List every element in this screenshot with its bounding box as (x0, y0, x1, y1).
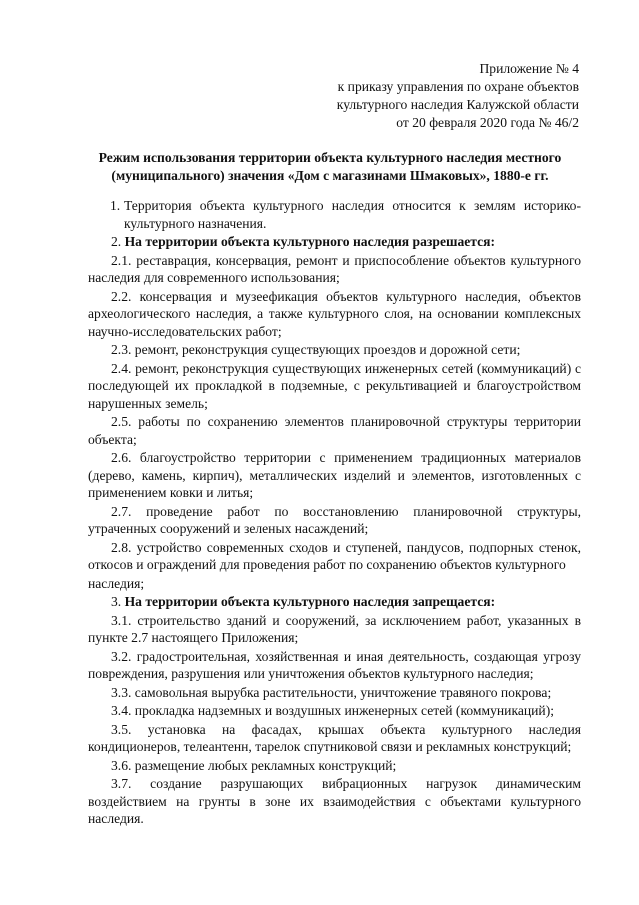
item-2-7: 2.7. проведение работ по восстановлению планировочной структуры, утраченных сооружений и зеленых насаждений; (88, 503, 581, 536)
document-body (88, 197, 581, 829)
item-2-4: 2.4. ремонт, реконструкция существующих инженерных сетей (коммуникаций) с последующей их прокладкой в подземные, с рекультивацией и благоустройством нарушенных земель; (88, 360, 581, 411)
approval-line-1: Приложение № 4 (479, 61, 579, 76)
section-2-number: 2. (111, 234, 122, 249)
document-title (70, 149, 590, 185)
item-2-5: 2.5. работы по сохранению элементов планировочной структуры территории объекта; (88, 414, 581, 447)
approval-line-4: от 20 февраля 2020 года № 46/2 (396, 115, 579, 130)
title-line-2: (муниципального) значения «Дом с магазинами Шмаковых», 1880-е гг. (111, 168, 549, 183)
item-2-3: 2.3. ремонт, реконструкция существующих проездов и дорожной сети; (111, 342, 521, 357)
item-3-7: 3.7. создание разрушающих вибрационных нагрузок динамическим воздействием на грунты в зоне их взаимодействия с объектами культурного наследия. (88, 776, 581, 826)
section-3-number: 3. (111, 594, 122, 609)
item-1-number: 1. (110, 198, 121, 213)
approval-line-2: к приказу управления по охране объектов (337, 79, 579, 94)
item-2-8-continued (88, 575, 581, 593)
item-3-4: 3.4. прокладка надземных и воздушных инженерных сетей (коммуникаций); (111, 703, 555, 718)
section-2-title: На территории объекта культурного наследия разрешается: (124, 234, 496, 249)
item-2-8 (88, 539, 581, 574)
item-2-8-text: 2.8. устройство современных сходов и ступеней, пандусов, подпорных стенок, откосов и ограждений для проведения работ по сохранению объектов культурного (88, 539, 581, 572)
section-3-title: На территории объекта культурного наследия запрещается: (124, 594, 496, 609)
item-3-2: 3.2. градостроительная, хозяйственная и иная деятельность, создающая угрозу повреждения, разрушения или уничтожения объектов культурного наследия; (88, 648, 581, 681)
item-1 (88, 197, 581, 232)
section-3-heading (88, 593, 581, 611)
item-3-1: 3.1. строительство зданий и сооружений, за исключением работ, указанных в пункте 2.7 настоящего Приложения; (88, 612, 581, 645)
item-3-5: 3.5. установка на фасадах, крышах объекта культурного наследия кондиционеров, телеантенн, тарелок спутниковой связи и рекламных конструкций; (88, 721, 581, 754)
item-2-6: 2.6. благоустройство территории с применением традиционных материалов (дерево, камень, кирпич), металлических изделий и элементов, изготовленных с применением ковки и литья; (88, 450, 581, 500)
approval-line-3: культурного наследия Калужской области (336, 97, 579, 112)
item-2-8-tail: наследия; (88, 575, 145, 591)
title-line-1: Режим использования территории объекта культурного наследия местного (98, 150, 562, 165)
item-1-text: Территория объекта культурного наследия относится к землям историко-культурного назначения. (124, 198, 581, 231)
section-2-heading (88, 233, 581, 251)
item-3-3: 3.3. самовольная вырубка растительности, уничтожение травяного покрова; (111, 684, 552, 700)
item-3-6: 3.6. размещение любых рекламных конструкций; (111, 757, 397, 773)
approval-block (279, 60, 579, 132)
item-2-1: 2.1. реставрация, консервация, ремонт и приспособление объектов культурного наследия для современного использования; (88, 252, 581, 285)
item-2-2: 2.2. консервация и музеефикация объектов культурного наследия, объектов археологического наследия, а также культурного слоя, на основании комплексных научно-исследовательских работ; (88, 288, 581, 339)
